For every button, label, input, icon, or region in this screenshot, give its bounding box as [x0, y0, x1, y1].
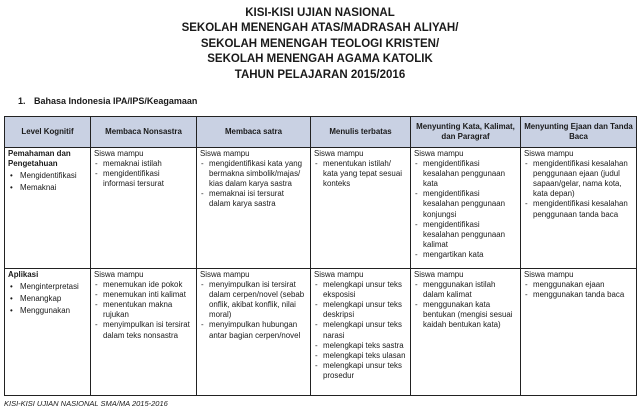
title-line: SEKOLAH MENENGAH AGAMA KATOLIK — [207, 53, 433, 66]
list-item: - menyimpulkan isi tersirat dalam cerpen/novel (sebab onflik, akibat konflik, nilai moral) — [200, 280, 307, 320]
title-line: SEKOLAH MENENGAH ATAS/MADRASAH ALIYAH/ — [181, 22, 459, 35]
cell-intro: Siswa mampu — [414, 149, 464, 158]
competency-list — [314, 280, 407, 381]
level-title: Aplikasi — [8, 270, 39, 279]
table-row — [5, 269, 637, 396]
title-line: SEKOLAH MENENGAH TEOLOGI KRISTEN/ — [200, 37, 440, 50]
competency-list — [200, 280, 307, 341]
list-item: - mengidentifikasi informasi tersurat — [94, 169, 193, 189]
level-cell — [5, 148, 91, 269]
table-row — [5, 148, 637, 269]
competency-list — [94, 159, 193, 189]
level-item: • Menginterpretasi — [8, 282, 87, 292]
list-item: - mengartikan kata — [414, 250, 517, 260]
cell-intro: Siswa mampu — [524, 270, 574, 279]
column-header: Level Kognitif — [5, 117, 91, 148]
column-header: Membaca satra — [197, 117, 311, 148]
level-cell — [5, 269, 91, 396]
list-item: - melengkapi unsur teks eksposisi — [314, 280, 407, 300]
level-item: • Mengidentifikasi — [8, 171, 87, 181]
competency-list — [314, 159, 407, 189]
table-header-row — [5, 117, 637, 148]
competency-cell — [411, 269, 521, 396]
competency-cell — [91, 148, 197, 269]
cell-intro: Siswa mampu — [314, 149, 364, 158]
list-item: - menentukan makna rujukan — [94, 300, 193, 320]
list-item: - menggunakan istilah dalam kalimat — [414, 280, 517, 300]
competency-cell — [311, 269, 411, 396]
column-header: Menulis terbatas — [311, 117, 411, 148]
list-item: - menggunakan kata bentukan (mengisi sesuai kaidah bentukan kata) — [414, 300, 517, 330]
level-list — [8, 171, 87, 193]
list-item: - melengkapi unsur teks prosedur — [314, 361, 407, 381]
list-item: - menentukan istilah/ kata yang tepat sesuai konteks — [314, 159, 407, 189]
section-heading — [18, 96, 197, 106]
competency-cell — [311, 148, 411, 269]
kisi-table — [4, 116, 637, 396]
list-item: - menyimpulkan hubungan antar bagian cerpen/novel — [200, 320, 307, 340]
column-header: Menyunting Ejaan dan Tanda Baca — [521, 117, 637, 148]
cell-intro: Siswa mampu — [524, 149, 574, 158]
competency-cell — [521, 148, 637, 269]
list-item: - melengkapi teks ulasan — [314, 351, 407, 361]
list-item: - mengidentifikasi kesalahan penggunaan tanda baca — [524, 199, 633, 219]
list-item: - menemukan ide pokok — [94, 280, 193, 290]
list-item: - mengidentifikasi kesalahan penggunaan kata — [414, 159, 517, 189]
cell-intro: Siswa mampu — [200, 149, 250, 158]
competency-cell — [197, 269, 311, 396]
level-item: • Memaknai — [8, 183, 87, 193]
section-label: Bahasa Indonesia IPA/IPS/Keagamaan — [34, 96, 198, 106]
cell-intro: Siswa mampu — [314, 270, 364, 279]
competency-list — [524, 159, 633, 220]
cell-intro: Siswa mampu — [94, 270, 144, 279]
cell-intro: Siswa mampu — [94, 149, 144, 158]
list-item: - mengidentifikasi kata yang bermakna simbolik/majas/ kias dalam karya sastra — [200, 159, 307, 189]
competency-list — [200, 159, 307, 209]
competency-list — [414, 280, 517, 330]
list-item: - mengidentifikasi kesalahan penggunaan ejaan (judul sapaan/gelar, nama kota, kata depan) — [524, 159, 633, 199]
list-item: - melengkapi teks sastra — [314, 341, 407, 351]
competency-list — [414, 159, 517, 260]
competency-cell — [91, 269, 197, 396]
title-line: TAHUN PELAJARAN 2015/2016 — [234, 68, 406, 81]
competency-cell — [521, 269, 637, 396]
cell-intro: Siswa mampu — [200, 270, 250, 279]
list-item: - menyimpulkan isi tersirat dalam teks nonsastra — [94, 320, 193, 340]
title-line: KISI-KISI UJIAN NASIONAL — [245, 7, 395, 19]
level-list — [8, 282, 87, 316]
list-item: - memaknai isi tersurat dalam karya sastra — [200, 189, 307, 209]
list-item: - menggunakan tanda baca — [524, 290, 633, 300]
competency-cell — [411, 148, 521, 269]
competency-cell — [197, 148, 311, 269]
cell-intro: Siswa mampu — [414, 270, 464, 279]
section-number: 1. — [18, 96, 26, 106]
list-item: - menggunakan ejaan — [524, 280, 633, 290]
competency-list — [94, 280, 193, 341]
list-item: - memaknai istilah — [94, 159, 193, 169]
list-item: - menemukan inti kalimat — [94, 290, 193, 300]
list-item: - mengidentifikasi kesalahan penggunaan kalimat — [414, 220, 517, 250]
list-item: - melengkapi unsur teks deskripsi — [314, 300, 407, 320]
level-item: • Menangkap — [8, 294, 87, 304]
page-footer: KISI-KISI UJIAN NASIONAL SMA/MA 2015-2016 — [4, 399, 168, 408]
competency-list — [524, 280, 633, 300]
column-header: Menyunting Kata, Kalimat, dan Paragraf — [411, 117, 521, 148]
document-title — [0, 6, 640, 83]
list-item: - melengkapi unsur teks narasi — [314, 320, 407, 340]
list-item: - mengidentifikasi kesalahan penggunaan konjungsi — [414, 189, 517, 219]
column-header: Membaca Nonsastra — [91, 117, 197, 148]
level-item: • Menggunakan — [8, 306, 87, 316]
level-title: Pemahaman dan Pengetahuan — [8, 149, 71, 169]
